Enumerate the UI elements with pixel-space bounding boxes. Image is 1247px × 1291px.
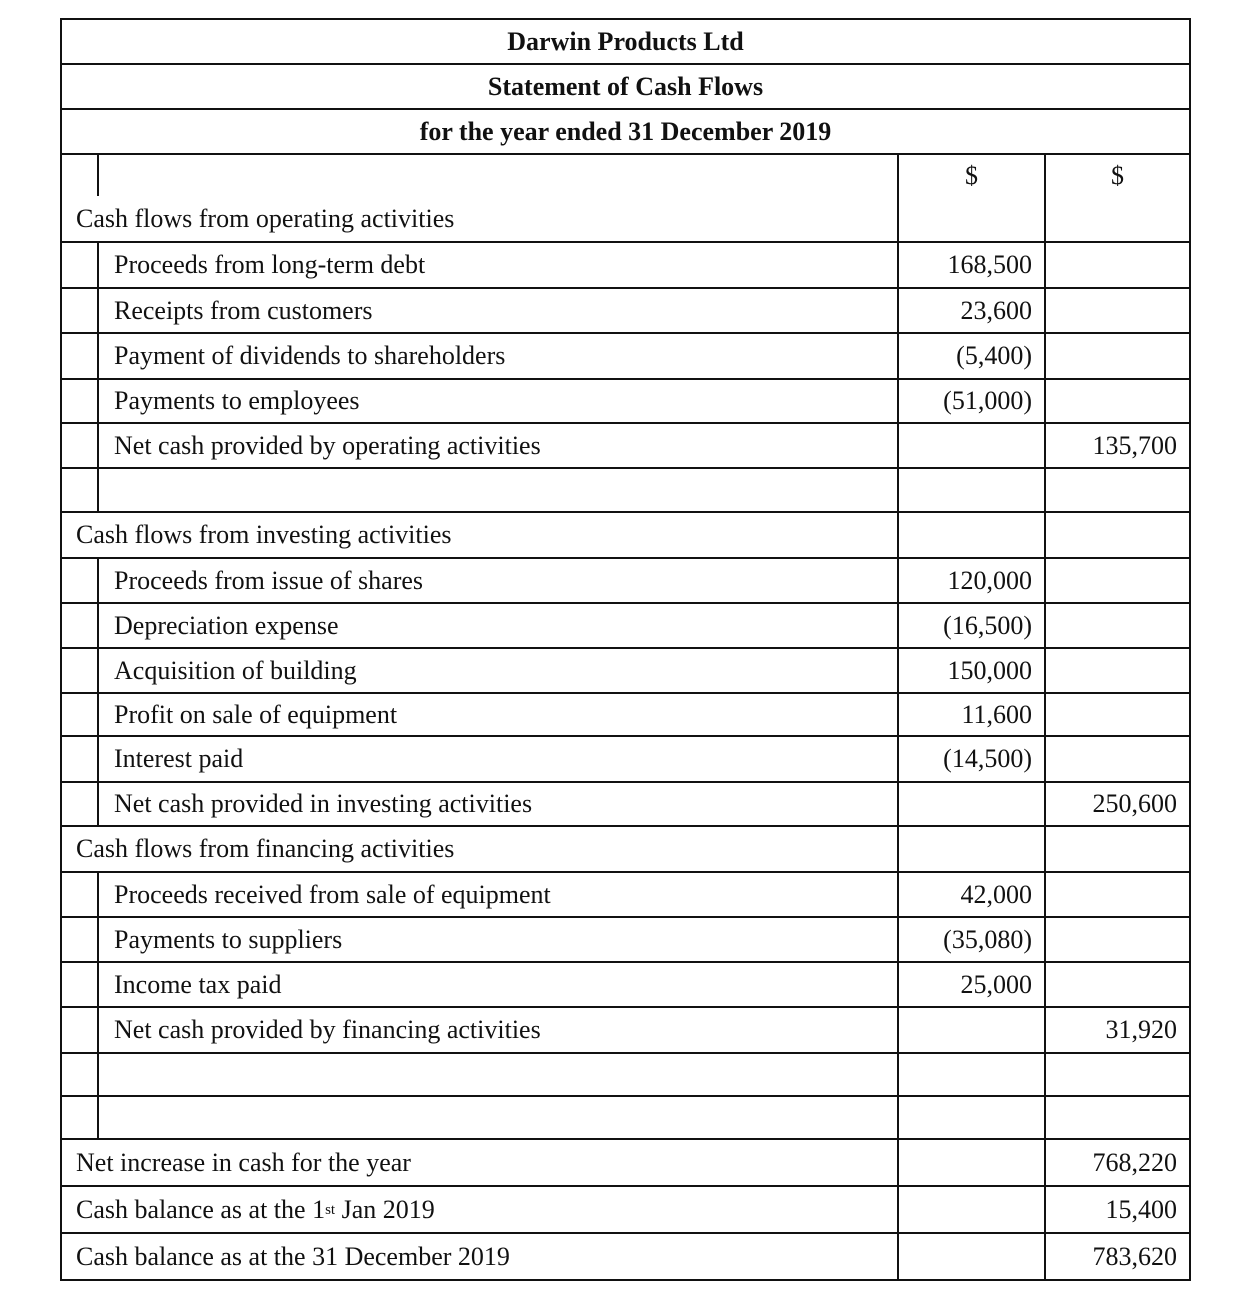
indent-cell [62,380,99,422]
amount-column-2: 250,600 [1044,783,1189,825]
label-text: Receipts from customers [114,295,373,325]
amount-column-1 [897,1008,1044,1052]
amount-column-2: 31,920 [1044,1008,1189,1052]
label-superscript: st [325,1201,336,1218]
label-text: Income tax paid [114,969,282,999]
amount-column-2 [1044,513,1189,557]
line-item-row [62,735,1189,781]
row-label [62,196,897,241]
section-row [62,1185,1189,1232]
row-label [99,380,897,422]
amount-column-2 [1044,1097,1189,1138]
amount-column-2 [1044,963,1189,1006]
label-text: Profit on sale of equipment [114,699,398,729]
company-name: Darwin Products Ltd [507,26,744,56]
amount-column-1 [897,513,1044,557]
amount-column-1 [897,1140,1044,1185]
label-text: Cash flows from investing activities [76,520,452,549]
label-text: Payments to suppliers [114,924,343,954]
amount-column-1 [897,196,1044,241]
column-1-currency: $ [897,155,1044,196]
blank-row [62,1095,1189,1138]
row-label [62,1140,897,1185]
amount-column-1 [897,783,1044,825]
row-label [99,1008,897,1052]
row-label [99,469,897,511]
indent-cell [62,783,99,825]
amount-column-2 [1044,604,1189,647]
line-item-row [62,378,1189,422]
label-text: Cash flows from operating activities [76,203,455,233]
line-item-row [62,241,1189,287]
amount-column-2 [1044,380,1189,422]
indent-cell [62,1054,99,1095]
line-item-row [62,332,1189,378]
indent-cell [62,155,99,196]
amount-column-1: (51,000) [897,380,1044,422]
indent-cell [62,873,99,916]
row-label [62,1187,897,1232]
row-label [62,513,897,557]
currency-header-row [62,153,1189,196]
blank-row [62,1052,1189,1095]
label-text: Acquisition of building [114,655,357,685]
row-label [99,694,897,735]
label-text: Interest paid [114,744,244,773]
row-label [62,1234,897,1279]
indent-cell [62,918,99,961]
amount-column-1: (16,500) [897,604,1044,647]
row-label [99,424,897,467]
amount-column-1 [897,1054,1044,1095]
line-item-row [62,871,1189,916]
indent-cell [62,737,99,781]
indent-cell [62,243,99,287]
amount-column-1: (14,500) [897,737,1044,781]
section-row [62,196,1189,241]
indent-cell [62,963,99,1006]
amount-column-1 [897,424,1044,467]
amount-column-1 [897,1234,1044,1279]
amount-column-1: (35,080) [897,918,1044,961]
statement-period: for the year ended 31 December 2019 [62,108,1189,153]
indent-cell [62,694,99,735]
section-row [62,825,1189,871]
row-label [99,1097,897,1138]
line-item-row [62,961,1189,1006]
row-label [99,243,897,287]
amount-column-2 [1044,694,1189,735]
amount-column-2 [1044,469,1189,511]
line-item-row [62,557,1189,602]
row-label [99,783,897,825]
row-label [62,827,897,871]
label-text: Net increase in cash for the year [76,1147,411,1177]
row-label [99,963,897,1006]
amount-column-2 [1044,334,1189,378]
indent-cell [62,469,99,511]
amount-column-2 [1044,196,1189,241]
row-label [99,559,897,602]
indent-cell [62,1097,99,1138]
row-label [99,737,897,781]
amount-column-2 [1044,289,1189,332]
row-label [99,918,897,961]
amount-column-1 [897,827,1044,871]
label-text: Depreciation expense [114,610,339,640]
row-label [99,289,897,332]
label-text: Payments to employees [114,386,360,415]
amount-column-2 [1044,873,1189,916]
amount-column-2: 15,400 [1044,1187,1189,1232]
amount-column-2 [1044,827,1189,871]
row-label [99,873,897,916]
blank-row [62,467,1189,511]
label-text: Proceeds received from sale of equipment [114,879,551,909]
amount-column-2: 768,220 [1044,1140,1189,1185]
amount-column-2 [1044,243,1189,287]
label-text: Net cash provided by operating activities [114,430,541,460]
cash-flow-statement-table [60,18,1191,1281]
section-row [62,511,1189,557]
amount-column-1: 23,600 [897,289,1044,332]
amount-column-1: 11,600 [897,694,1044,735]
indent-cell [62,334,99,378]
label-text: Proceeds from long-term debt [114,250,426,279]
label-text-after: Jan 2019 [335,1194,435,1224]
line-item-row [62,287,1189,332]
column-2-currency: $ [1044,155,1189,196]
label-text: Net cash provided by financing activities [114,1015,541,1044]
amount-column-1: 150,000 [897,649,1044,692]
amount-column-2: 135,700 [1044,424,1189,467]
line-item-row [62,602,1189,647]
amount-column-2 [1044,918,1189,961]
amount-column-1 [897,1187,1044,1232]
label-text: Cash balance as at the 31 December 2019 [76,1241,510,1271]
amount-column-2 [1044,1054,1189,1095]
statement-title: Statement of Cash Flows [62,63,1189,108]
amount-column-2: 783,620 [1044,1234,1189,1279]
label-text: Cash flows from financing activities [76,834,455,863]
label-text: Payment of dividends to shareholders [114,341,506,370]
row-label [99,334,897,378]
indent-cell [62,604,99,647]
line-item-row [62,916,1189,961]
label-text: Proceeds from issue of shares [114,565,424,595]
indent-cell [62,1008,99,1052]
line-item-row [62,781,1189,825]
section-row [62,1138,1189,1185]
line-item-row [62,422,1189,467]
amount-column-2 [1044,737,1189,781]
row-label [99,604,897,647]
amount-column-1 [897,1097,1044,1138]
line-item-row [62,1006,1189,1052]
label-cell [99,155,897,196]
label-text: Net cash provided in investing activities [114,789,533,818]
row-label [99,1054,897,1095]
indent-cell [62,649,99,692]
amount-column-2 [1044,649,1189,692]
amount-column-1: 168,500 [897,243,1044,287]
label-text: Cash balance as at the 1 [76,1194,326,1224]
line-item-row [62,647,1189,692]
indent-cell [62,289,99,332]
line-item-row [62,692,1189,735]
section-row [62,1232,1189,1279]
amount-column-2 [1044,559,1189,602]
indent-cell [62,424,99,467]
amount-column-1: 120,000 [897,559,1044,602]
row-label [99,649,897,692]
indent-cell [62,559,99,602]
amount-column-1: 25,000 [897,963,1044,1006]
amount-column-1: (5,400) [897,334,1044,378]
amount-column-1 [897,469,1044,511]
amount-column-1: 42,000 [897,873,1044,916]
